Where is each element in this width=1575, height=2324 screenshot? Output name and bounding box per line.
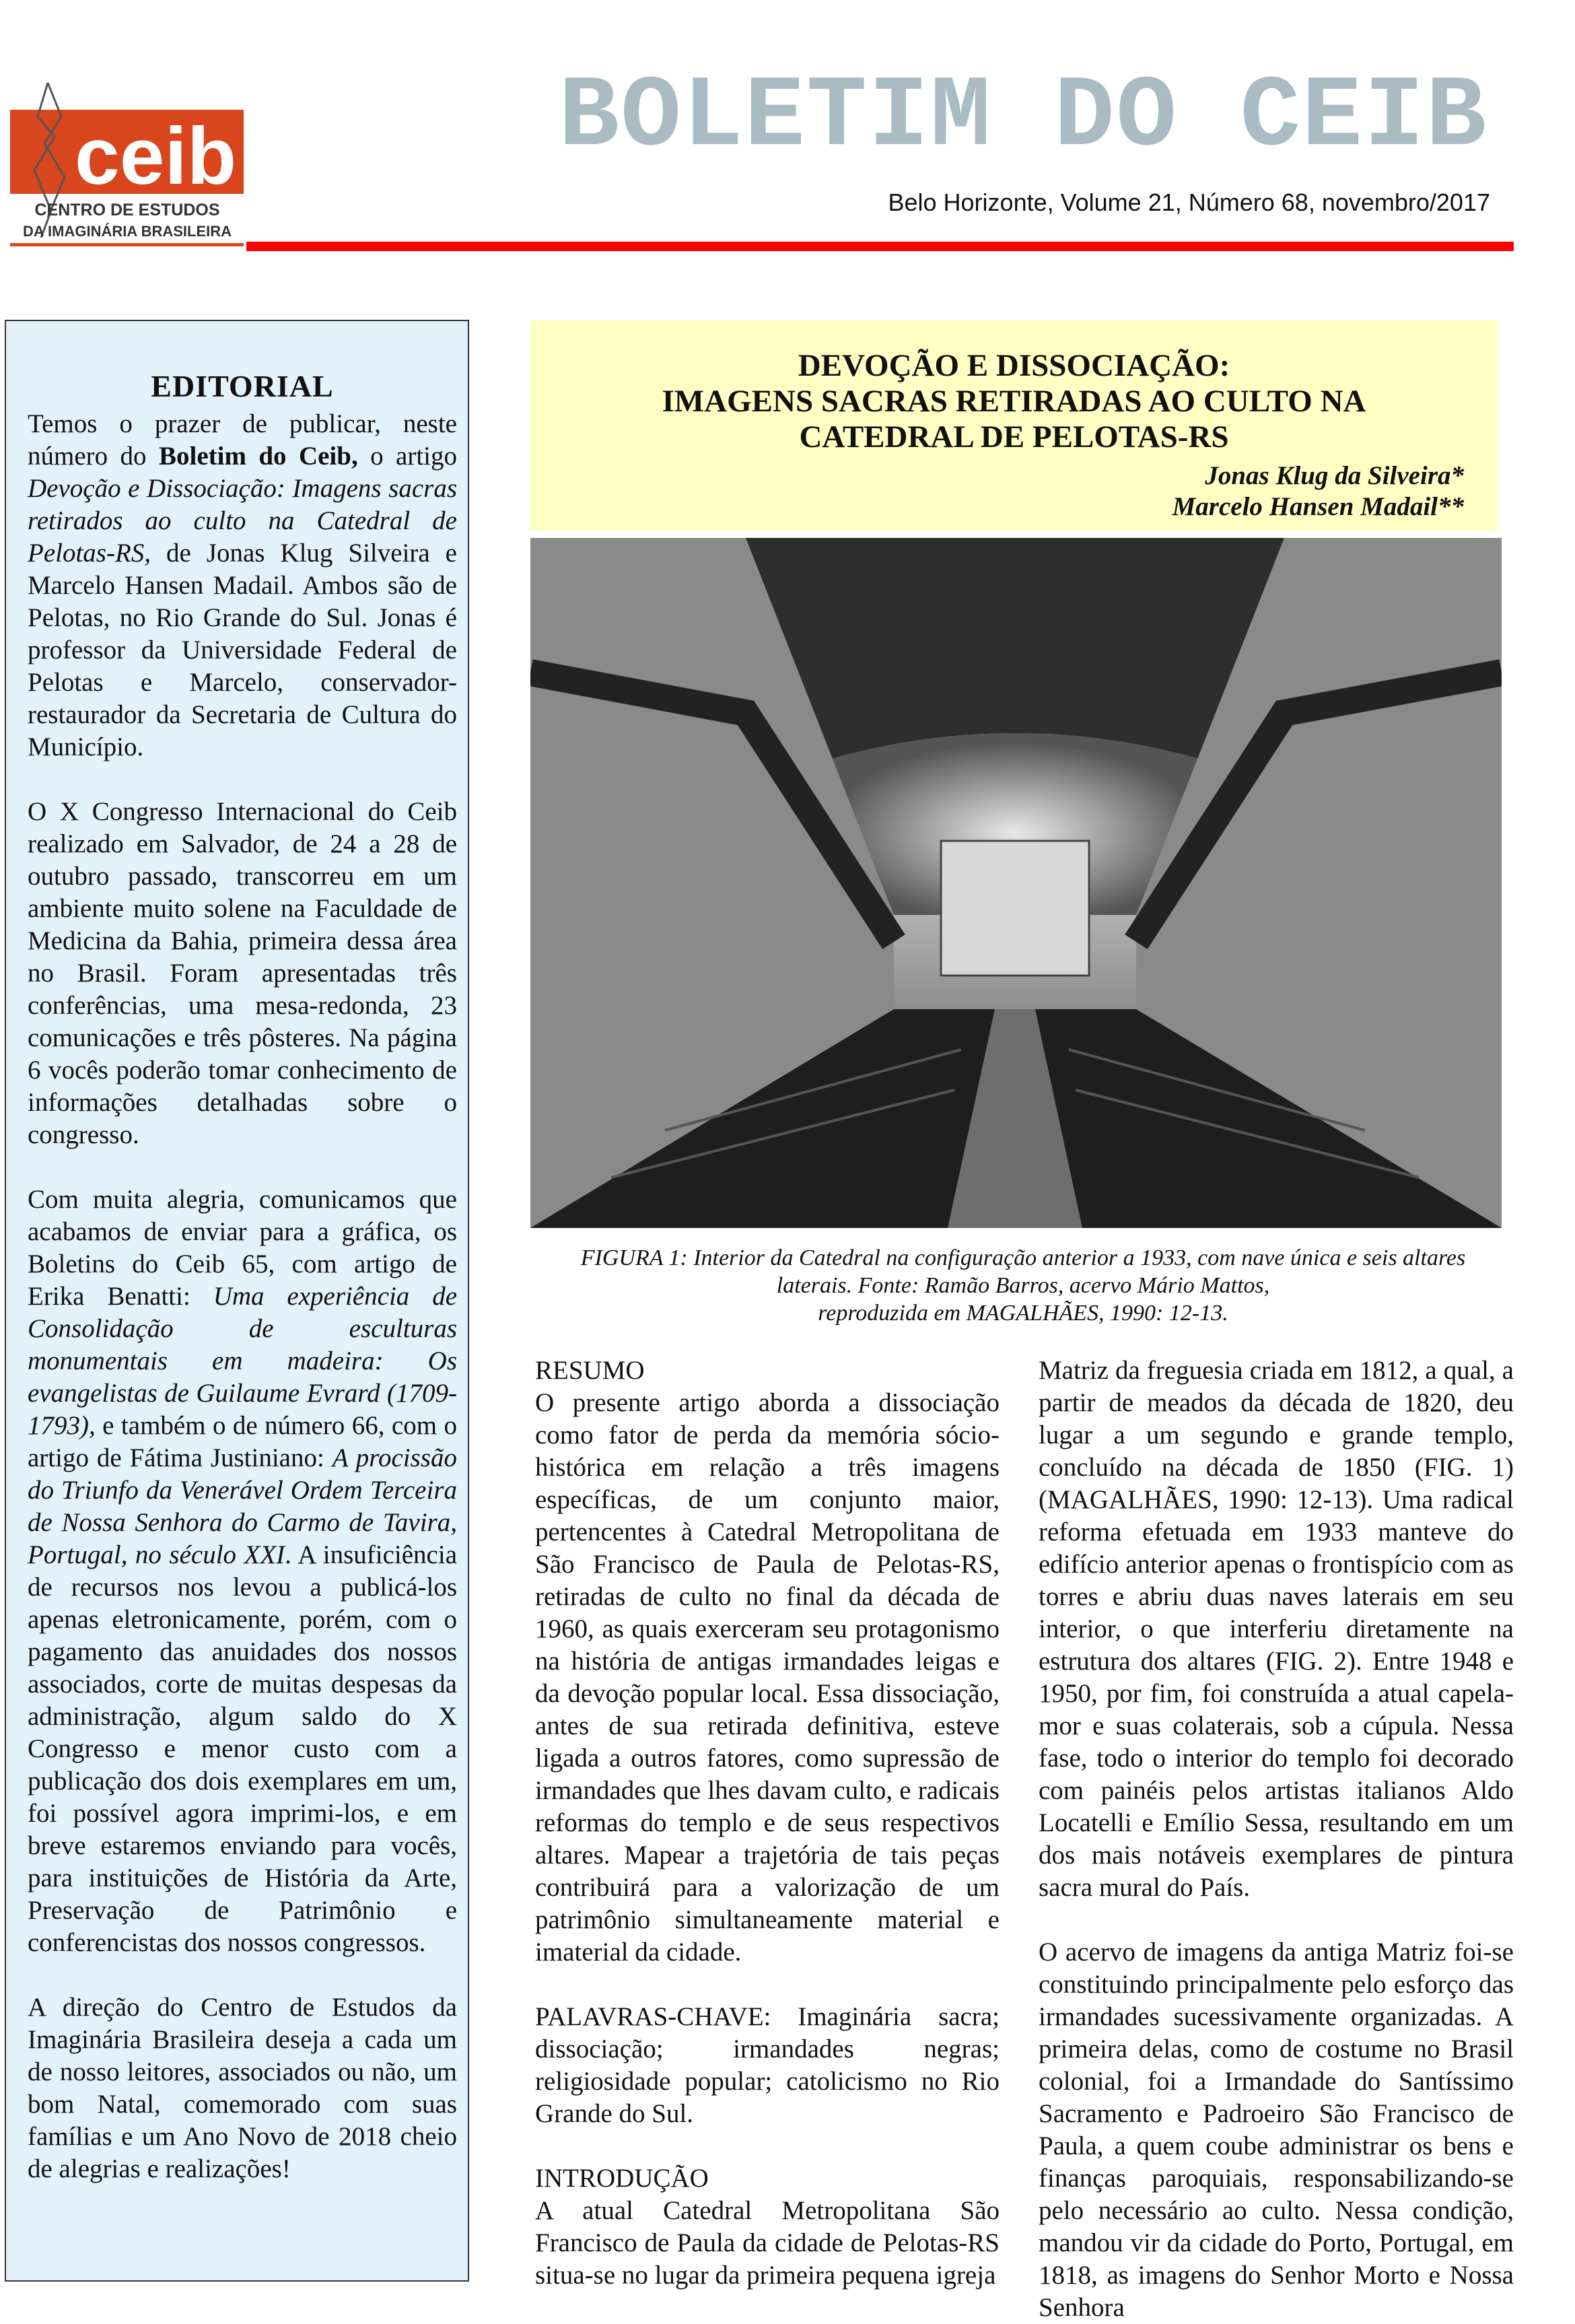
editorial-paragraph bbox=[28, 408, 457, 763]
header-rule bbox=[246, 242, 1514, 251]
author: Jonas Klug da Silveira* bbox=[1205, 461, 1464, 490]
article-column-1 bbox=[535, 1355, 1000, 2292]
editorial-paragraph bbox=[28, 796, 457, 1151]
svg-text:ceib: ceib bbox=[75, 111, 237, 201]
article-authors bbox=[530, 460, 1498, 522]
resumo-text: O presente artigo aborda a dissociação como fator de perda da memória sócio-histórica em relação a três imagens específicas, de um conjunto maior, pertencentes à Catedral Metropolitana de São Francisco de Paula de Pelotas-RS, retiradas de culto no final da década de 1960, as quais exerceram seu protagonismo na história de antigas irmandades leigas e da devoção popular local. Essa dissociação, antes de sua retirada definitiva, esteve ligada a outros fatores, como supressão de irmandades que lhes davam culto, e radicais reformas do templo e de seus respectivos altares. Mapear a trajetória de tais peças contribuirá para a valorização de um patrimônio simultaneamente material e imaterial da cidade. bbox=[535, 1388, 1000, 1967]
editorial-heading: EDITORIAL bbox=[151, 369, 334, 403]
editorial-paragraph bbox=[28, 1991, 457, 2185]
ceib-logo bbox=[7, 76, 246, 249]
intro-text: A atual Catedral Metropolitana São Francisco de Paula da cidade de Pelotas-RS situa-se no lugar da primeira pequena igreja bbox=[535, 2196, 1000, 2290]
caption-line: FIGURA 1: Interior da Catedral na configuração anterior a 1933, com nave única e seis altares bbox=[580, 1245, 1466, 1270]
editorial-box bbox=[5, 320, 469, 2282]
article-title bbox=[530, 348, 1498, 455]
article-column-2 bbox=[1039, 1355, 1514, 2324]
editorial-text-segment: A direção do Centro de Estudos da Imaginária Brasileira deseja a cada um de nosso leitores, associados ou não, um bom Natal, comemorado com suas famílias e um Ano Novo de 2018 cheio de alegrias e realizações! bbox=[28, 1993, 457, 2183]
editorial-text-segment: de Jonas Klug Silveira e Marcelo Hansen Madail. Ambos são de Pelotas, no Rio Grande do Sul. Jonas é professor da Universidade Federal de Pelotas e Marcelo, conservador-restaurador da Secretaria de Cultura do Município. bbox=[28, 539, 457, 761]
caption-line: reproduzida em MAGALHÃES, 1990: 12-13. bbox=[818, 1301, 1228, 1326]
editorial-text-segment: . A insuficiência de recursos nos levou a publicá-los apenas eletronicamente, porém, com o pagamento das anuidades dos nossos associados, corte de muitas despesas da administração, algum saldo do X Congresso e menor custo com a publicação dos dois exemplares em um, foi possível agora imprimi-los, e em breve estaremos enviando para vocês, para instituições de História da Arte, Preservação de Patrimônio e conferencistas dos nossos congressos. bbox=[28, 1540, 458, 1957]
article-header bbox=[530, 320, 1498, 531]
keywords: PALAVRAS-CHAVE: Imaginária sacra; dissociação; irmandades negras; religiosidade popular; catolicismo no Rio Grande do Sul. bbox=[535, 2002, 1000, 2128]
editorial-text-segment: e também o de número 66, com o artigo de Fátima Justiniano: bbox=[28, 1411, 457, 1472]
editorial-text-segment: Uma experiência de Consolidação de esculturas monumentais em madeira: Os evangelistas de Guilaume Evrard (1709-1793), bbox=[28, 1282, 457, 1440]
caption-line: laterais. Fonte: Ramão Barros, acervo Mário Mattos, bbox=[776, 1273, 1270, 1298]
svg-text:DA IMAGINÁRIA BRASILEIRA: DA IMAGINÁRIA BRASILEIRA bbox=[22, 223, 232, 240]
masthead-title: BOLETIM DO CEIB bbox=[559, 61, 1488, 175]
svg-text:CENTRO DE ESTUDOS: CENTRO DE ESTUDOS bbox=[34, 201, 220, 219]
editorial-paragraph bbox=[28, 1184, 457, 1959]
intro-heading: INTRODUÇÃO bbox=[535, 2164, 709, 2193]
editorial-text-segment: A procissão do Triunfo da Venerável Ordem Terceira de Nossa Senhora do Carmo de Tavira, Portugal, no século XXI bbox=[28, 1443, 457, 1569]
body-paragraph: Matriz da freguesia criada em 1812, a qual, a partir de meados da década de 1820, deu lugar a um segundo e grande templo, concluído na década de 1850 (FIG. 1) (MAGALHÃES, 1990: 12-13). Uma radical reforma efetuada em 1933 manteve do edifício anterior apenas o frontispício com as torres e abriu duas naves laterais em seu interior, o que interferiu diretamente na estrutura dos altares (FIG. 2). Entre 1948 e 1950, por fim, foi construída a atual capela-mor e suas colaterais, sob a cúpula. Nessa fase, todo o interior do templo foi decorado com painéis pelos artistas italianos Aldo Locatelli e Emílio Sessa, resultando em um dos mais notáveis exemplares de pintura sacra mural do País. bbox=[1039, 1356, 1514, 1902]
editorial-text-segment: Com muita alegria, comunicamos que acabamos de enviar para a gráfica, os Boletins do Ceib 65, com artigo de Erika Benatti: bbox=[28, 1185, 457, 1311]
resumo-heading: RESUMO bbox=[535, 1356, 645, 1385]
figure-caption bbox=[518, 1244, 1528, 1327]
cathedral-interior-photo bbox=[530, 538, 1502, 1228]
editorial-text-segment: o artigo bbox=[357, 442, 457, 471]
body-paragraph: O acervo de imagens da antiga Matriz foi-se constituindo principalmente pelo esforço das irmandades sucessivamente organizadas. A primeira delas, como de costume no Brasil colonial, foi a Irmandade do Santíssimo Sacramento e Padroeiro São Francisco de Paula, a quem coube administrar os bens e finanças paroquiais, responsabilizando-se pelo necessário ao culto. Nessa condição, mandou vir da cidade do Porto, Portugal, em 1818, as imagens do Senhor Morto e Nossa Senhora bbox=[1039, 1938, 1514, 2322]
editorial-text-segment: Boletim do Ceib, bbox=[158, 442, 358, 471]
editorial-text-segment: Temos o prazer de publicar, neste número do bbox=[28, 409, 457, 471]
title-line: DEVOÇÃO E DISSOCIAÇÃO: bbox=[798, 348, 1230, 383]
title-line: IMAGENS SACRAS RETIRADAS AO CULTO NA CATEDRAL DE PELOTAS-RS bbox=[662, 384, 1366, 454]
editorial-text-segment: O X Congresso Internacional do Ceib realizado em Salvador, de 24 a 28 de outubro passado, transcorreu em um ambiente muito solene na Faculdade de Medicina da Bahia, primeira dessa área no Brasil. Foram apresentadas três conferências, uma mesa-redonda, 23 comunicações e três pôsteres. Na página 6 vocês poderão tomar conhecimento de informações detalhadas sobre o congresso. bbox=[28, 797, 457, 1149]
editorial-text-segment: Devoção e Dissociação: Imagens sacras retirados ao culto na Catedral de Pelotas-RS, bbox=[28, 474, 457, 568]
editorial-body bbox=[28, 408, 457, 2185]
author: Marcelo Hansen Madail** bbox=[1172, 492, 1464, 521]
issue-info: Belo Horizonte, Volume 21, Número 68, novembro/2017 bbox=[888, 189, 1490, 216]
